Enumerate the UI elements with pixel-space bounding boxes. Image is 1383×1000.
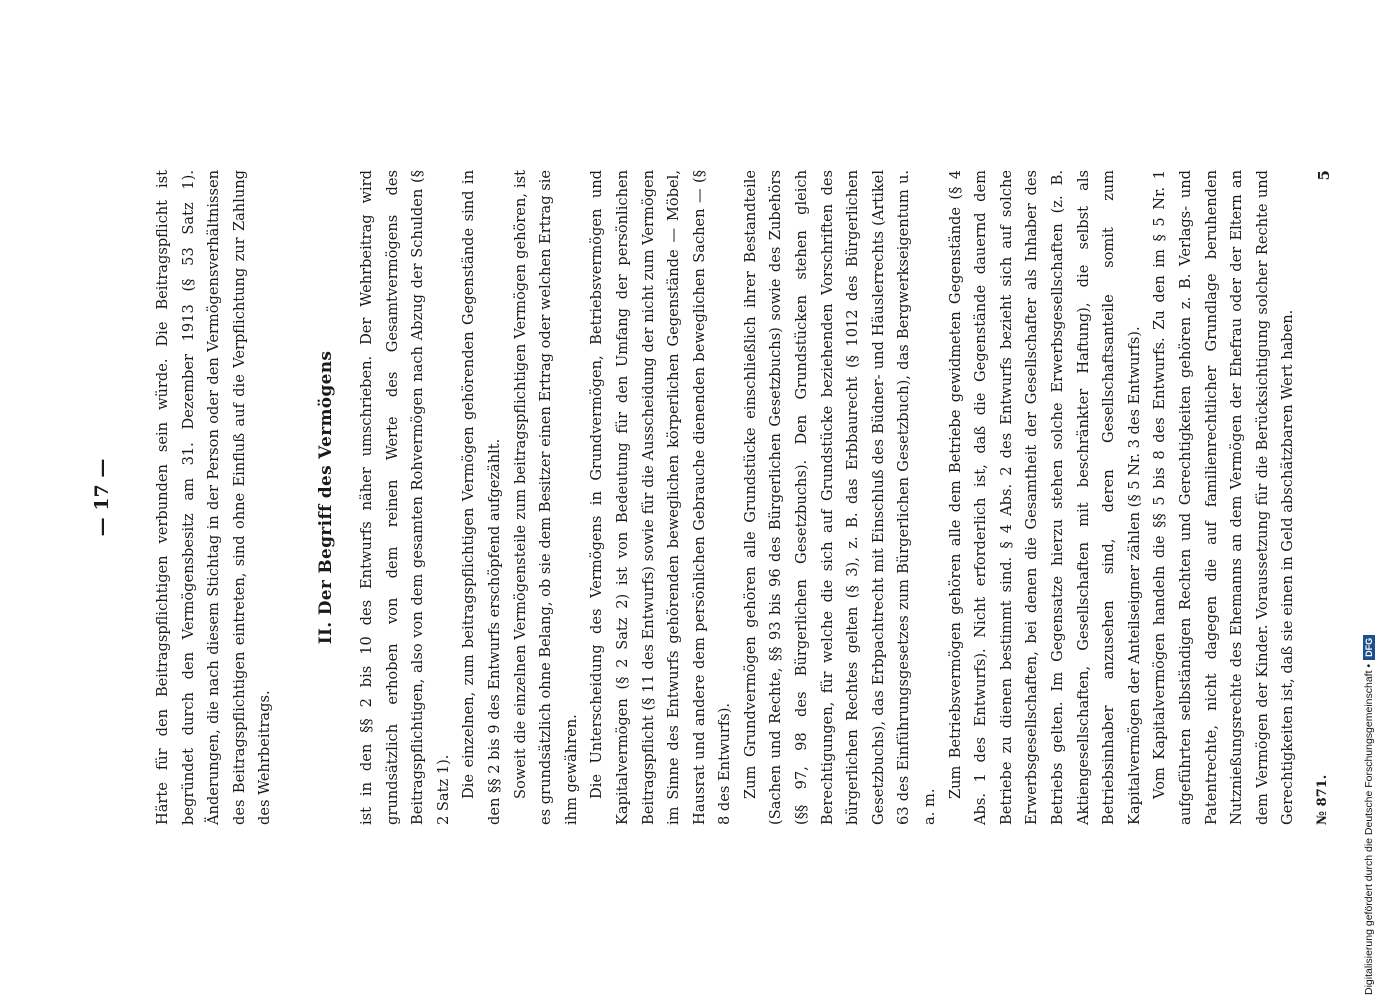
- footer-signature: № 871.: [1314, 774, 1330, 825]
- body-paragraph: Vom Kapitalvermögen handeln die §§ 5 bis 8 des Entwurfs. Zu den im § 5 Nr. 1 aufgeführten selbständigen Rechten und Gerechtigkeiten gehören z. B. Verlags- und Patentrechte, nicht dagegen die auf familienrechtlicher Grundlage beruhenden Nutznießungsrechte des Ehemanns an dem Vermögen der Ehefrau oder der Eltern an dem Vermögen der Kinder. Voraussetzung für die Berücksichtigung solcher Rechte und Gerechtigkeiten ist, daß sie einen in Geld abschätzbaren Wert haben.: [1151, 170, 1297, 825]
- watermark-text: Digitalisierung gefördert durch die Deutsche Forschungsgemeinschaft •: [1363, 663, 1375, 995]
- dfg-logo: DFG: [1363, 635, 1375, 660]
- page-number: — 17 —: [91, 458, 113, 537]
- body-paragraph: Die einzelnen, zum beitragspflichtigen Vermögen gehörenden Gegenstände sind in den §§ 2 bis 9 des Entwurfs erschöpfend aufgezählt.: [460, 170, 503, 825]
- body-paragraph: Die Unterscheidung des Vermögens in Grundvermögen, Betriebsvermögen und Kapitalvermögen (§ 2 Satz 2) ist von Bedeutung für den Umfang der persönlichen Beitragspflicht (§ 11 des Entwurfs) sowie für die Ausscheidung der nicht zum Vermögen im Sinne des Entwurfs gehörenden beweglichen körperlichen Gegenstände — Möbel, Hausrat und andere dem persönlichen Gebrauche dienenden beweglichen Sachen — (§ 8 des Entwurfs).: [588, 170, 734, 825]
- document-page: [90, 0, 1333, 1000]
- body-paragraph: ist in den §§ 2 bis 10 des Entwurfs näher umschrieben. Der Wehrbeitrag wird grundsätzlich erhoben von dem reinen Werte des Gesamtvermögens des Beitragspflichtigen, also von dem gesamten Rohvermögen nach Abzug der Schulden (§ 2 Satz 1).: [357, 170, 452, 825]
- body-paragraph: Soweit die einzelnen Vermögensteile zum beitragspflichtigen Vermögen gehören, ist es grundsätzlich ohne Belang, ob sie dem Besitzer einen Ertrag oder welchen Ertrag sie ihm gewähren.: [511, 170, 580, 825]
- body-paragraph: Zum Betriebsvermögen gehören alle dem Betriebe gewidmeten Gegenstände (§ 4 Abs. 1 des Entwurfs). Nicht erforderlich ist, daß die Gegenstände dauernd dem Betriebe zu dienen bestimmt sind. § 4 Abs. 2 des Entwurfs bezieht sich auf solche Erwerbsgesellschaften, bei denen die Gesamtheit der Gesellschafter als Inhaber des Betriebs gelten. Im Gegensatze hierzu stehen solche Erwerbsgesellschaften (z. B. Aktiengesellschaften, Gesellschaften mit beschränkter Haftung), die selbst als Betriebsinhaber anzusehen sind, deren Gesellschaftsanteile somit zum Kapitalvermögen der Anteilseigner zählen (§ 5 Nr. 3 des Entwurfs).: [946, 170, 1143, 825]
- funding-watermark: [1363, 635, 1375, 995]
- section-heading: II. Der Begriff des Vermögens: [315, 350, 336, 645]
- page-footer: [1315, 170, 1345, 825]
- page-body: [90, 170, 1345, 825]
- footer-number: 5: [1314, 170, 1333, 181]
- intro-paragraph: Härte für den Beitragspflichtigen verbunden sein würde. Die Beitragspflicht ist begründet durch den Vermögensbesitz am 31. Dezember 1913 (§ 53 Satz 1). Änderungen, die nach diesem Stichtag in der Person oder den Vermögensverhältnissen des Beitragspflichtigen eintreten, sind ohne Einfluß auf die Verpflichtung zur Zahlung des Wehrbeitrags.: [154, 170, 274, 825]
- body-paragraph: Zum Grundvermögen gehören alle Grundstücke einschließlich ihrer Bestandteile (Sachen und Rechte, §§ 93 bis 96 des Bürgerlichen Gesetzbuchs) sowie des Zubehörs (§§ 97, 98 des Bürgerlichen Gesetzbuchs). Den Grundstücken stehen gleich Berechtigungen, für welche die sich auf Grundstücke beziehenden Vorschriften des bürgerlichen Rechtes gelten (§ 3), z. B. das Erbbaurecht (§ 1012 des Bürgerlichen Gesetzbuchs), das Erbpachtrecht mit Einschluß des Büdner- und Häuslerrechts (Artikel 63 des Einführungsgesetzes zum Bürgerlichen Gesetzbuch), das Bergwerkseigentum u. a. m.: [741, 170, 939, 825]
